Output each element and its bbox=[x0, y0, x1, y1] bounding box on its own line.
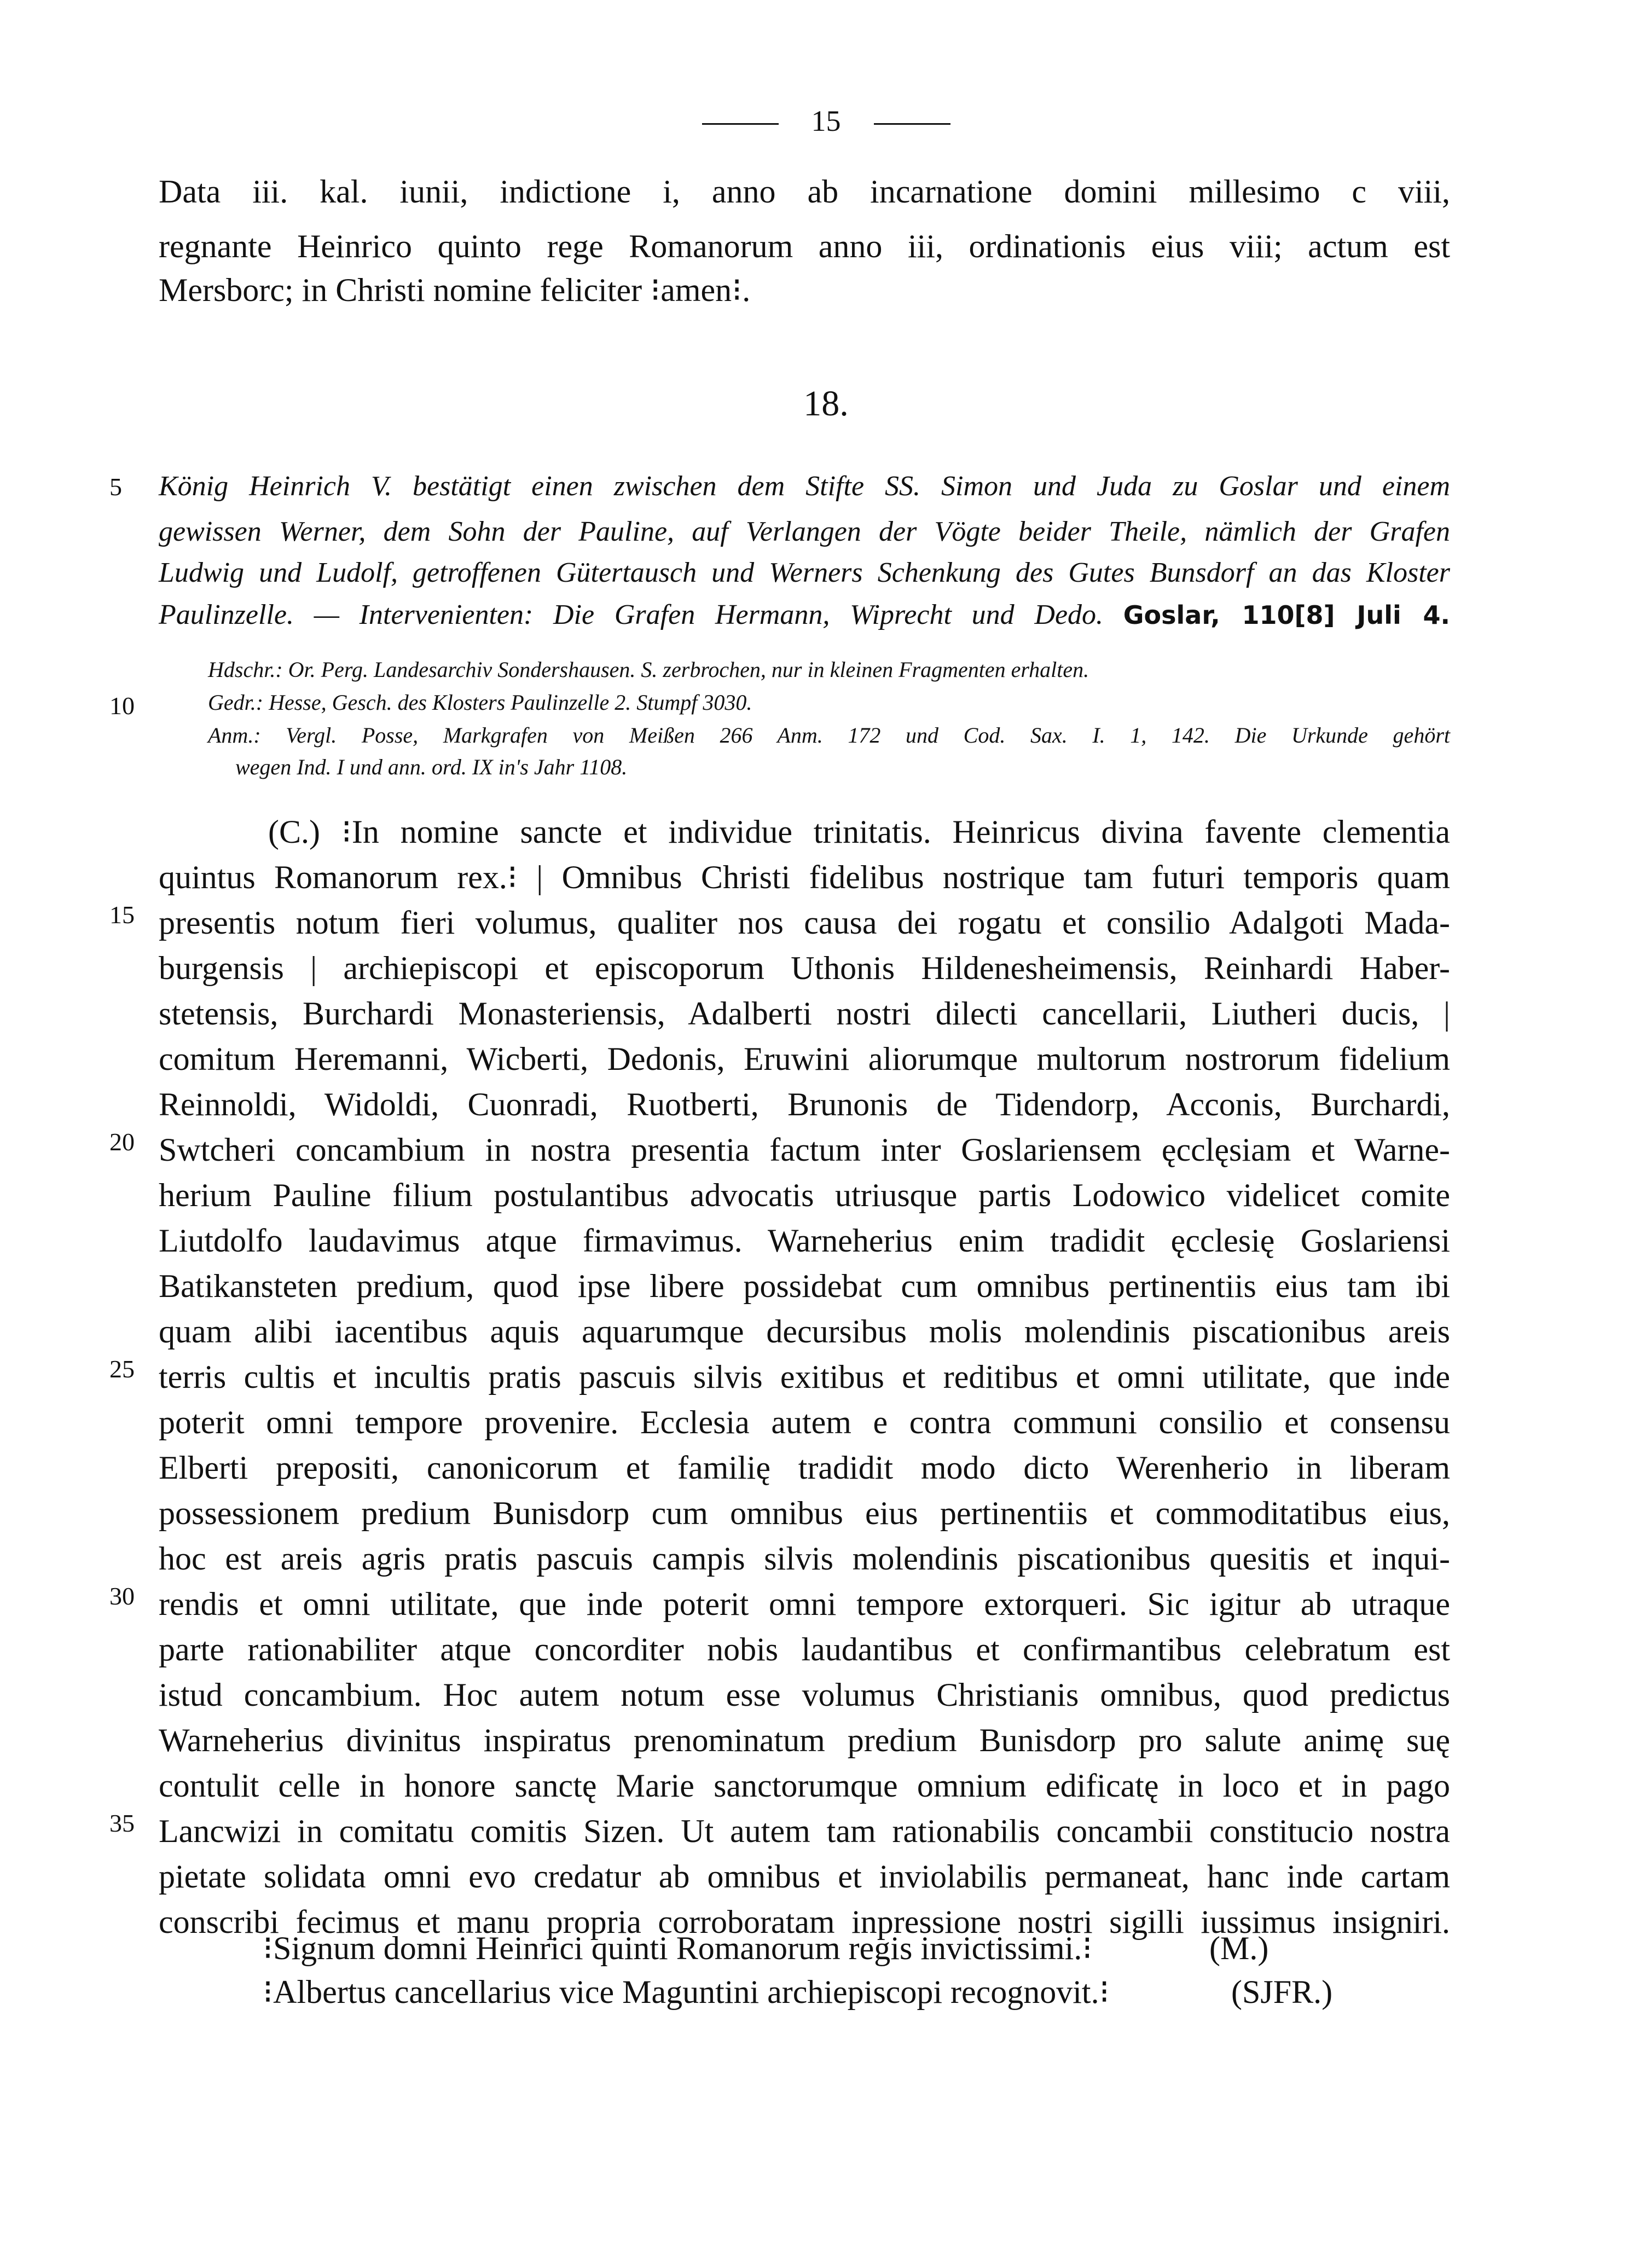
preamble-line: Data iii. kal. iunii, indictione i, anno ab incarnatione domini millesimo c viii, bbox=[159, 173, 1450, 210]
charter-line: conscribi fecimus et manu propria corroboratam inpressione nostri sigilli iussimus insigniri. bbox=[159, 1904, 1450, 1940]
header-rule-right bbox=[874, 123, 950, 125]
charter-line: contulit celle in honore sanctę Marie sanctorumque omnium edificatę in loco et in pago bbox=[159, 1768, 1450, 1804]
charter-line: presentis notum fieri volumus, qualiter nos causa dei rogatu et consilio Adalgoti Mada- bbox=[159, 905, 1450, 941]
regest-date-place: Goslar, 110[8] Juli 4. bbox=[1123, 600, 1450, 630]
charter-line: Reinnoldi, Widoldi, Cuonradi, Ruotberti, Brunonis de Tidendorp, Acconis, Burchardi, bbox=[159, 1086, 1450, 1122]
note-line: Gedr.: Hesse, Gesch. des Klosters Paulinzelle 2. Stumpf 3030. bbox=[208, 690, 752, 715]
note-line: Hdschr.: Or. Perg. Landesarchiv Sondershausen. S. zerbrochen, nur in kleinen Fragmenten erhalten. bbox=[208, 657, 1089, 682]
line-number: 30 bbox=[109, 1582, 135, 1610]
charter-line: pietate solidata omni evo credatur ab omnibus et inviolabilis permaneat, hanc inde cartam bbox=[159, 1858, 1450, 1895]
charter-line: Swtcheri concambium in nostra presentia factum inter Goslariensem ęcclęsiam et Warne- bbox=[159, 1132, 1450, 1168]
charter-line: Liutdolfo laudavimus atque firmavimus. Warneherius enim tradidit ęcclesię Goslariensi bbox=[159, 1223, 1450, 1259]
recognition-mark: (SJFR.) bbox=[1231, 1974, 1333, 2010]
line-number: 10 bbox=[109, 692, 135, 720]
charter-line: quam alibi iacentibus aquis aquarumque decursibus molis molendinis piscationibus areis bbox=[159, 1313, 1450, 1350]
charter-line: stetensis, Burchardi Monasteriensis, Adalberti nostri dilecti cancellarii, Liutheri ducis, | bbox=[159, 995, 1450, 1032]
preamble-line: regnante Heinrico quinto rege Romanorum anno iii, ordinationis eius viii; actum est bbox=[159, 228, 1450, 264]
charter-line: Warneherius divinitus inspiratus prenominatum predium Bunisdorp pro salute animę suę bbox=[159, 1722, 1450, 1758]
regest-line: Ludwig und Ludolf, getroffenen Gütertausch und Werners Schenkung des Gutes Bunsdorf an das Kloster bbox=[159, 557, 1450, 588]
header-rule-left bbox=[702, 123, 779, 125]
regest-line: gewissen Werner, dem Sohn der Pauline, auf Verlangen der Vögte beider Theile, nämlich der Grafen bbox=[159, 516, 1450, 547]
document-number: 18. bbox=[803, 384, 849, 424]
charter-line: burgensis | archiepiscopi et episcoporum Uthonis Hildenesheimensis, Reinhardi Haber- bbox=[159, 950, 1450, 986]
charter-line: poterit omni tempore provenire. Ecclesia autem e contra communi consilio et consensu bbox=[159, 1404, 1450, 1440]
charter-line: Elberti prepositi, canonicorum et familię tradidit modo dicto Werenherio in liberam bbox=[159, 1450, 1450, 1486]
charter-line: quintus Romanorum rex.⁝ | Omnibus Christi fidelibus nostrique tam futuri temporis quam bbox=[159, 859, 1450, 895]
charter-line: comitum Heremanni, Wicberti, Dedonis, Eruwini aliorumque multorum nostrorum fidelium bbox=[159, 1041, 1450, 1077]
charter-line: Batikansteten predium, quod ipse libere possidebat cum omnibus pertinentiis eius tam ibi bbox=[159, 1268, 1450, 1304]
line-number: 5 bbox=[109, 473, 122, 501]
regest-line: Paulinzelle. — Intervenienten: Die Grafen Hermann, Wiprecht und Dedo. bbox=[159, 599, 1104, 630]
charter-line: hoc est areis agris pratis pascuis campis silvis molendinis piscationibus quesitis et inqui- bbox=[159, 1540, 1450, 1577]
charter-line: rendis et omni utilitate, que inde poterit omni tempore extorqueri. Sic igitur ab utraque bbox=[159, 1586, 1450, 1622]
note-line: Anm.: Vergl. Posse, Markgrafen von Meißen 266 Anm. 172 und Cod. Sax. I. 1, 142. Die Urkunde gehört bbox=[208, 723, 1450, 748]
signum-mark: (M.) bbox=[1209, 1930, 1269, 1966]
page-header bbox=[0, 104, 1652, 138]
line-number: 15 bbox=[109, 901, 135, 929]
line-number: 20 bbox=[109, 1128, 135, 1156]
charter-line: possessionem predium Bunisdorp cum omnibus eius pertinentiis et commoditatibus eius, bbox=[159, 1495, 1450, 1531]
note-line: wegen Ind. I und ann. ord. IX in's Jahr 1108. bbox=[235, 755, 628, 779]
signum-line: ⁝Signum domni Heinrici quinti Romanorum regis invictissimi.⁝ bbox=[263, 1930, 1093, 1966]
recognition-line: ⁝Albertus cancellarius vice Maguntini archiepiscopi recognovit.⁝ bbox=[263, 1974, 1110, 2010]
charter-line: istud concambium. Hoc autem notum esse volumus Christianis omnibus, quod predictus bbox=[159, 1677, 1450, 1713]
charter-line: Lancwizi in comitatu comitis Sizen. Ut autem tam rationabilis concambii constitucio nostra bbox=[159, 1813, 1450, 1849]
regest-line: König Heinrich V. bestätigt einen zwischen dem Stifte SS. Simon und Juda zu Goslar und einem bbox=[159, 471, 1450, 502]
preamble-line: Mersborc; in Christi nomine feliciter ⁝amen⁝. bbox=[159, 272, 751, 308]
line-number: 35 bbox=[109, 1809, 135, 1837]
charter-line: herium Pauline filium postulantibus advocatis utriusque partis Lodowico videlicet comite bbox=[159, 1177, 1450, 1213]
regest-line-last bbox=[159, 595, 1450, 635]
charter-line: (C.) ⁝In nomine sancte et individue trinitatis. Heinricus divina favente clementia bbox=[268, 814, 1450, 850]
charter-line: terris cultis et incultis pratis pascuis silvis exitibus et reditibus et omni utilitate, que inde bbox=[159, 1359, 1450, 1395]
line-number: 25 bbox=[109, 1355, 135, 1383]
page-number: 15 bbox=[811, 105, 841, 137]
charter-line: parte rationabiliter atque concorditer nobis laudantibus et confirmantibus celebratum est bbox=[159, 1631, 1450, 1667]
